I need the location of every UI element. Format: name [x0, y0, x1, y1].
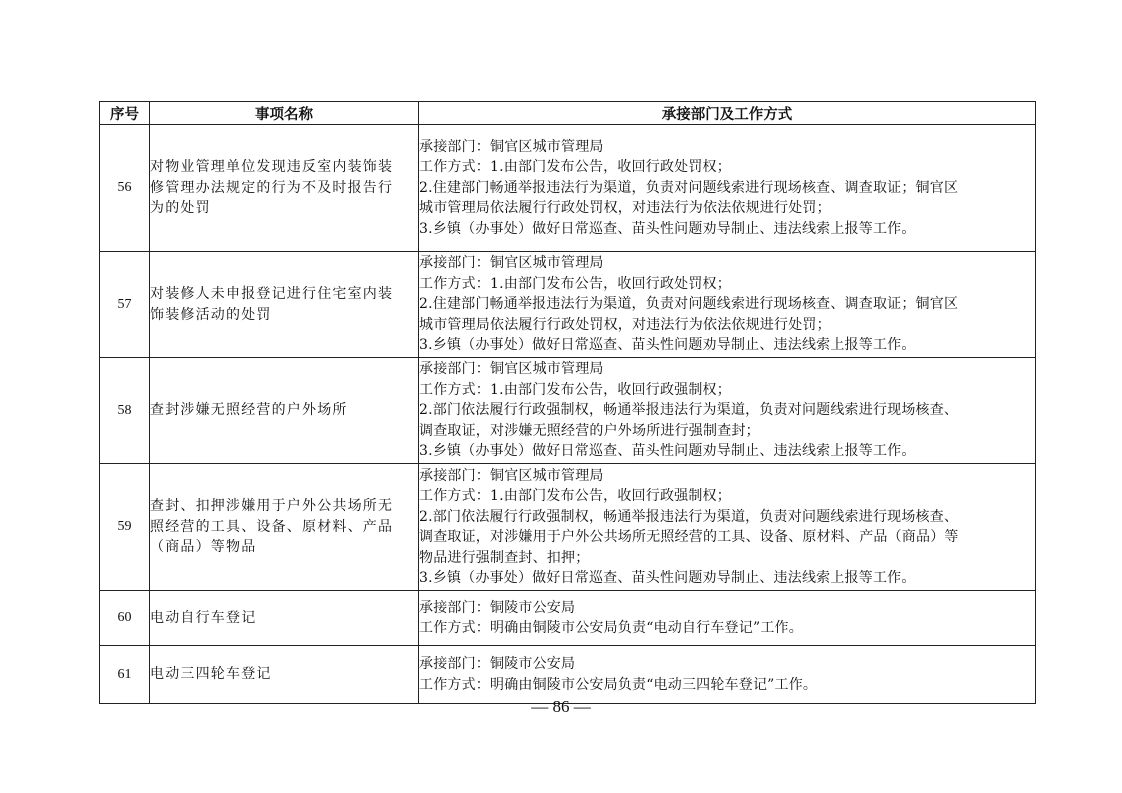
- header-item: 事项名称: [150, 102, 419, 125]
- row-number: 57: [100, 252, 150, 358]
- dept-method-line: 工作方式：明确由铜陵市公安局负责“电动三四轮车登记”工作。: [419, 676, 818, 693]
- table-row: [100, 252, 1036, 358]
- item-name-line: 对装修人未申报登记进行住宅室内装: [150, 286, 394, 302]
- item-name-line: 电动三四轮车登记: [150, 666, 272, 683]
- row-number: 61: [100, 646, 150, 704]
- item-name-line: 查封、扣押涉嫌用于户外公共场所无: [150, 498, 394, 515]
- item-name-line: 照经营的工具、设备、原材料、产品: [150, 518, 394, 535]
- item-name-line: 电动自行车登记: [150, 609, 257, 626]
- item-name-line: 查封涉嫌无照经营的户外场所: [150, 402, 348, 419]
- item-name-cell: [150, 125, 419, 252]
- dept-method-line: 城市管理局依法履行行政处罚权，对违法行为依法依规进行处罚；: [419, 200, 831, 217]
- table-row: [100, 464, 1036, 591]
- dept-method-line: 工作方式：明确由铜陵市公安局负责“电动自行车登记”工作。: [419, 620, 803, 636]
- row-number: 58: [100, 358, 150, 464]
- table-row: [100, 646, 1036, 704]
- dept-method-line: 工作方式：1.由部门发布公告，收回行政强制权；: [419, 488, 731, 504]
- dept-method-cell: [419, 358, 1036, 464]
- dept-method-line: 承接部门：铜官区城市管理局: [419, 138, 604, 155]
- dept-method-line: 调查取证，对涉嫌用于户外公共场所无照经营的工具、设备、原材料、产品（商品）等: [419, 529, 959, 545]
- dept-method-cell: [419, 591, 1036, 646]
- item-name-line: 修管理办法规定的行为不及时报告行: [150, 179, 394, 196]
- item-name-cell: [150, 646, 419, 704]
- dept-method-line: 2.住建部门畅通举报违法行为渠道，负责对问题线索进行现场核查、调查取证；铜官区: [419, 179, 959, 196]
- dept-method-cell: [419, 125, 1036, 252]
- dept-method-line: 承接部门：铜陵市公安局: [419, 599, 576, 616]
- dept-method-line: 工作方式：1.由部门发布公告，收回行政强制权；: [419, 381, 731, 398]
- dept-method-line: 3.乡镇（办事处）做好日常巡查、苗头性问题劝导制止、违法线索上报等工作。: [419, 337, 916, 354]
- dept-method-line: 工作方式：1.由部门发布公告，收回行政处罚权；: [419, 159, 731, 176]
- dept-method-line: 2.部门依法履行行政强制权，畅通举报违法行为渠道，负责对问题线索进行现场核查、: [419, 402, 959, 419]
- item-name-line: 饰装修活动的处罚: [150, 306, 272, 323]
- dept-method-line: 承接部门：铜陵市公安局: [419, 656, 576, 672]
- dept-method-line: 城市管理局依法履行行政处罚权，对违法行为依法依规进行处罚；: [419, 316, 831, 333]
- row-number: 60: [100, 591, 150, 646]
- item-name-line: 为的处罚: [150, 200, 211, 217]
- row-number: 59: [100, 464, 150, 591]
- dept-method-line: 承接部门：铜官区城市管理局: [419, 467, 604, 484]
- table-row: [100, 125, 1036, 252]
- item-name-cell: [150, 252, 419, 358]
- dept-method-line: 承接部门：铜官区城市管理局: [419, 255, 604, 272]
- dept-method-line: 物品进行强制查封、扣押；: [419, 549, 590, 566]
- table-row: [100, 591, 1036, 646]
- dept-method-line: 调查取证，对涉嫌无照经营的户外场所进行强制查封；: [419, 422, 760, 439]
- row-number: 56: [100, 125, 150, 252]
- item-name-cell: [150, 464, 419, 591]
- dept-method-line: 3.乡镇（办事处）做好日常巡查、苗头性问题劝导制止、违法线索上报等工作。: [419, 443, 916, 460]
- header-no: 序号: [100, 102, 150, 125]
- dept-method-line: 工作方式：1.由部门发布公告，收回行政处罚权；: [419, 275, 731, 292]
- dept-method-line: 2.部门依法履行行政强制权，畅通举报违法行为渠道，负责对问题线索进行现场核查、: [419, 508, 959, 525]
- table-body: [100, 125, 1036, 704]
- dept-method-cell: [419, 464, 1036, 591]
- header-dept: 承接部门及工作方式: [419, 102, 1036, 125]
- item-name-line: （商品）等物品: [150, 539, 257, 556]
- table-header-row: [100, 102, 1036, 125]
- item-name-cell: [150, 591, 419, 646]
- dept-method-cell: [419, 646, 1036, 704]
- dept-method-line: 3.乡镇（办事处）做好日常巡查、苗头性问题劝导制止、违法线索上报等工作。: [419, 570, 916, 586]
- dept-method-line: 承接部门：铜官区城市管理局: [419, 361, 604, 378]
- page-number: — 86 —: [531, 697, 591, 716]
- dept-method-line: 3.乡镇（办事处）做好日常巡查、苗头性问题劝导制止、违法线索上报等工作。: [419, 220, 916, 237]
- dept-method-line: 2.住建部门畅通举报违法行为渠道，负责对问题线索进行现场核查、调查取证；铜官区: [419, 296, 959, 313]
- matters-table: [99, 101, 1036, 704]
- table-row: [100, 358, 1036, 464]
- dept-method-cell: [419, 252, 1036, 358]
- item-name-line: 对物业管理单位发现违反室内装饰装: [150, 159, 394, 176]
- item-name-cell: [150, 358, 419, 464]
